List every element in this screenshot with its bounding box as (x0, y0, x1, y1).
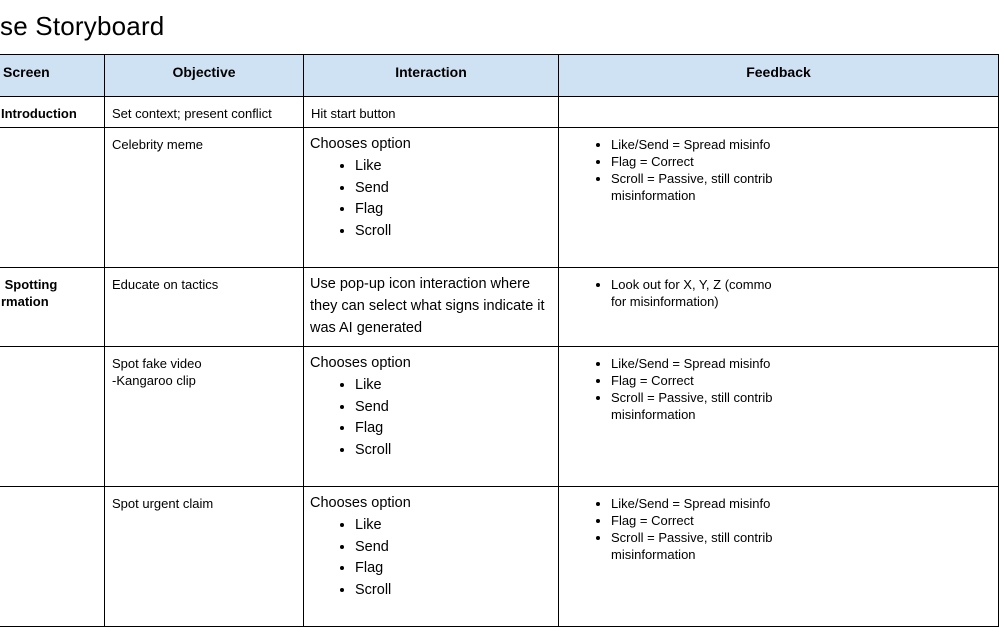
interaction-text: Use pop-up icon interaction where they can select what signs indicate it was AI generated (310, 276, 545, 336)
option-item: • Scroll (355, 221, 552, 243)
objective-cell (105, 487, 304, 627)
feedback-cell (559, 97, 999, 128)
interaction-text: Hit start button (311, 106, 396, 121)
feedback-item: • Scroll = Passive, still contrib misinformation (611, 170, 992, 204)
header-feedback: Feedback (559, 55, 999, 97)
option-item: • Scroll (355, 440, 552, 462)
option-item: • Flag (355, 199, 552, 221)
feedback-cell (559, 487, 999, 627)
screen-cell (0, 347, 105, 487)
objective-cell (105, 347, 304, 487)
table-row (0, 97, 999, 128)
screen-cell (0, 128, 105, 268)
option-item: • Send (355, 178, 552, 200)
option-item: • Flag (355, 558, 552, 580)
header-screen: Screen (0, 55, 105, 97)
screen-label: rmation (1, 294, 49, 309)
header-row (0, 55, 999, 97)
feedback-list (565, 495, 992, 563)
table-row (0, 347, 999, 487)
objective-text: Spot urgent claim (112, 496, 214, 511)
option-item: • Like (355, 515, 552, 537)
option-item: • Send (355, 397, 552, 419)
feedback-item: • Flag = Correct (611, 372, 992, 389)
objective-text: Set context; present conflict (112, 106, 272, 121)
interaction-cell (304, 487, 559, 627)
feedback-item: • Like/Send = Spread misinfo (611, 495, 992, 512)
feedback-cell (559, 347, 999, 487)
document-title: se Storyboard (0, 11, 165, 41)
option-item: • Like (355, 156, 552, 178)
table-row (0, 128, 999, 268)
option-list (310, 375, 552, 462)
feedback-item: • Scroll = Passive, still contrib misinformation (611, 389, 992, 423)
feedback-item: • Scroll = Passive, still contrib misinformation (611, 529, 992, 563)
feedback-cell (559, 268, 999, 347)
interaction-cell (304, 268, 559, 347)
objective-cell (105, 268, 304, 347)
feedback-item: • Like/Send = Spread misinfo (611, 136, 992, 153)
option-item: • Send (355, 537, 552, 559)
interaction-text: Chooses option (310, 495, 411, 511)
feedback-list (565, 276, 992, 310)
screen-label: Spotting (1, 277, 58, 292)
header-interaction: Interaction (304, 55, 559, 97)
screen-cell (0, 268, 105, 347)
screen-label: Introduction (1, 106, 77, 121)
screen-cell (0, 97, 105, 128)
table-row (0, 268, 999, 347)
option-item: • Like (355, 375, 552, 397)
option-list (310, 156, 552, 243)
option-item: • Scroll (355, 580, 552, 602)
feedback-list (565, 355, 992, 423)
header-objective: Objective (105, 55, 304, 97)
interaction-text: Chooses option (310, 355, 411, 371)
storyboard-table (0, 54, 999, 627)
option-item: • Flag (355, 418, 552, 440)
feedback-item: • Flag = Correct (611, 512, 992, 529)
feedback-cell (559, 128, 999, 268)
feedback-item: • Like/Send = Spread misinfo (611, 355, 992, 372)
interaction-cell (304, 128, 559, 268)
objective-cell (105, 97, 304, 128)
objective-text: -Kangaroo clip (112, 373, 196, 388)
interaction-cell (304, 347, 559, 487)
objective-text: Educate on tactics (112, 277, 219, 292)
option-list (310, 515, 552, 602)
objective-text: Celebrity meme (112, 137, 204, 152)
objective-cell (105, 128, 304, 268)
table-row (0, 487, 999, 627)
feedback-item: • Flag = Correct (611, 153, 992, 170)
feedback-list (565, 136, 992, 204)
feedback-item: • Look out for X, Y, Z (commo for misinformation) (611, 276, 992, 310)
interaction-text: Chooses option (310, 136, 411, 152)
interaction-cell (304, 97, 559, 128)
objective-text: Spot fake video (112, 356, 202, 371)
screen-cell (0, 487, 105, 627)
